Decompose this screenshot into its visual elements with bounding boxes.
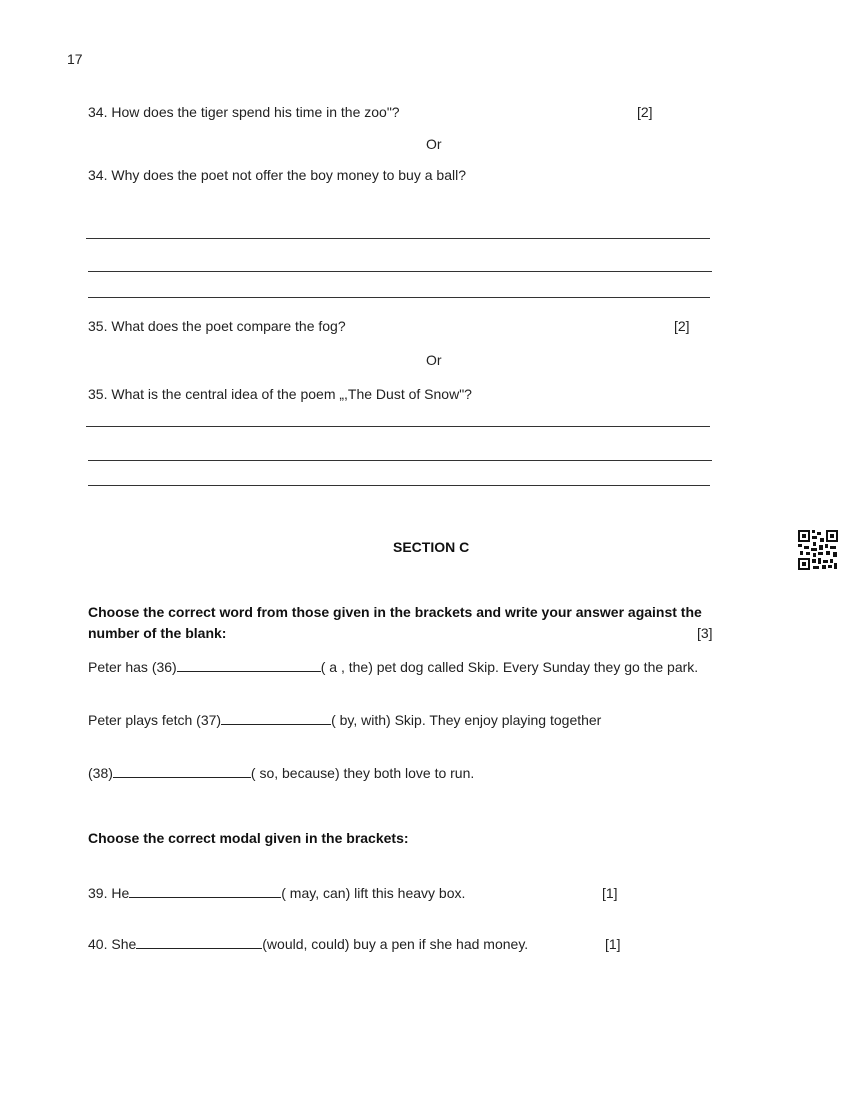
or-separator-35: Or <box>426 352 442 368</box>
question-40-marks: [1] <box>605 936 621 952</box>
fill-blank-37-suffix: ( by, with) Skip. They enjoy playing together <box>331 712 602 728</box>
instruction-line-1: Choose the correct word from those given in the brackets and write your answer against the <box>88 604 702 620</box>
section-title: SECTION C <box>393 539 470 555</box>
question-39 <box>88 885 465 901</box>
question-34b: 34. Why does the poet not offer the boy money to buy a ball? <box>88 167 466 183</box>
answer-line[interactable] <box>88 485 710 486</box>
fill-blank-36 <box>88 659 698 675</box>
instruction-marks: [3] <box>697 625 713 641</box>
blank-36[interactable] <box>177 659 321 672</box>
question-35a-marks: [2] <box>674 318 690 334</box>
question-39-prefix: 39. He <box>88 885 130 901</box>
question-40-prefix: 40. She <box>88 936 137 952</box>
fill-blank-37 <box>88 712 601 728</box>
answer-line[interactable] <box>88 297 710 298</box>
blank-37[interactable] <box>221 712 331 725</box>
or-separator-34: Or <box>426 136 442 152</box>
answer-line[interactable] <box>86 426 710 427</box>
fill-blank-36-prefix: Peter has (36) <box>88 659 177 675</box>
qr-code-icon <box>798 530 838 570</box>
question-34a: 34. How does the tiger spend his time in the zoo"? <box>88 104 400 120</box>
blank-39[interactable] <box>129 885 281 898</box>
question-35b: 35. What is the central idea of the poem „,The Dust of Snow"? <box>88 386 472 402</box>
answer-line[interactable] <box>86 238 710 239</box>
answer-line[interactable] <box>88 460 712 461</box>
fill-blank-37-prefix: Peter plays fetch (37) <box>88 712 222 728</box>
question-39-suffix: ( may, can) lift this heavy box. <box>281 885 466 901</box>
fill-blank-36-suffix: ( a , the) pet dog called Skip. Every Sunday they go the park. <box>320 659 699 675</box>
question-40-suffix: (would, could) buy a pen if she had money. <box>262 936 529 952</box>
page-number: 17 <box>67 51 83 67</box>
question-34a-marks: [2] <box>637 104 653 120</box>
fill-blank-38 <box>88 765 474 781</box>
question-35a: 35. What does the poet compare the fog? <box>88 318 346 334</box>
instruction-line-2: number of the blank: <box>88 625 227 641</box>
blank-40[interactable] <box>136 936 262 949</box>
blank-38[interactable] <box>113 765 251 778</box>
modal-instruction: Choose the correct modal given in the brackets: <box>88 830 409 846</box>
fill-blank-38-suffix: ( so, because) they both love to run. <box>250 765 475 781</box>
question-39-marks: [1] <box>602 885 618 901</box>
answer-line[interactable] <box>88 271 712 272</box>
question-40 <box>88 936 528 952</box>
fill-blank-38-prefix: (38) <box>88 765 113 781</box>
